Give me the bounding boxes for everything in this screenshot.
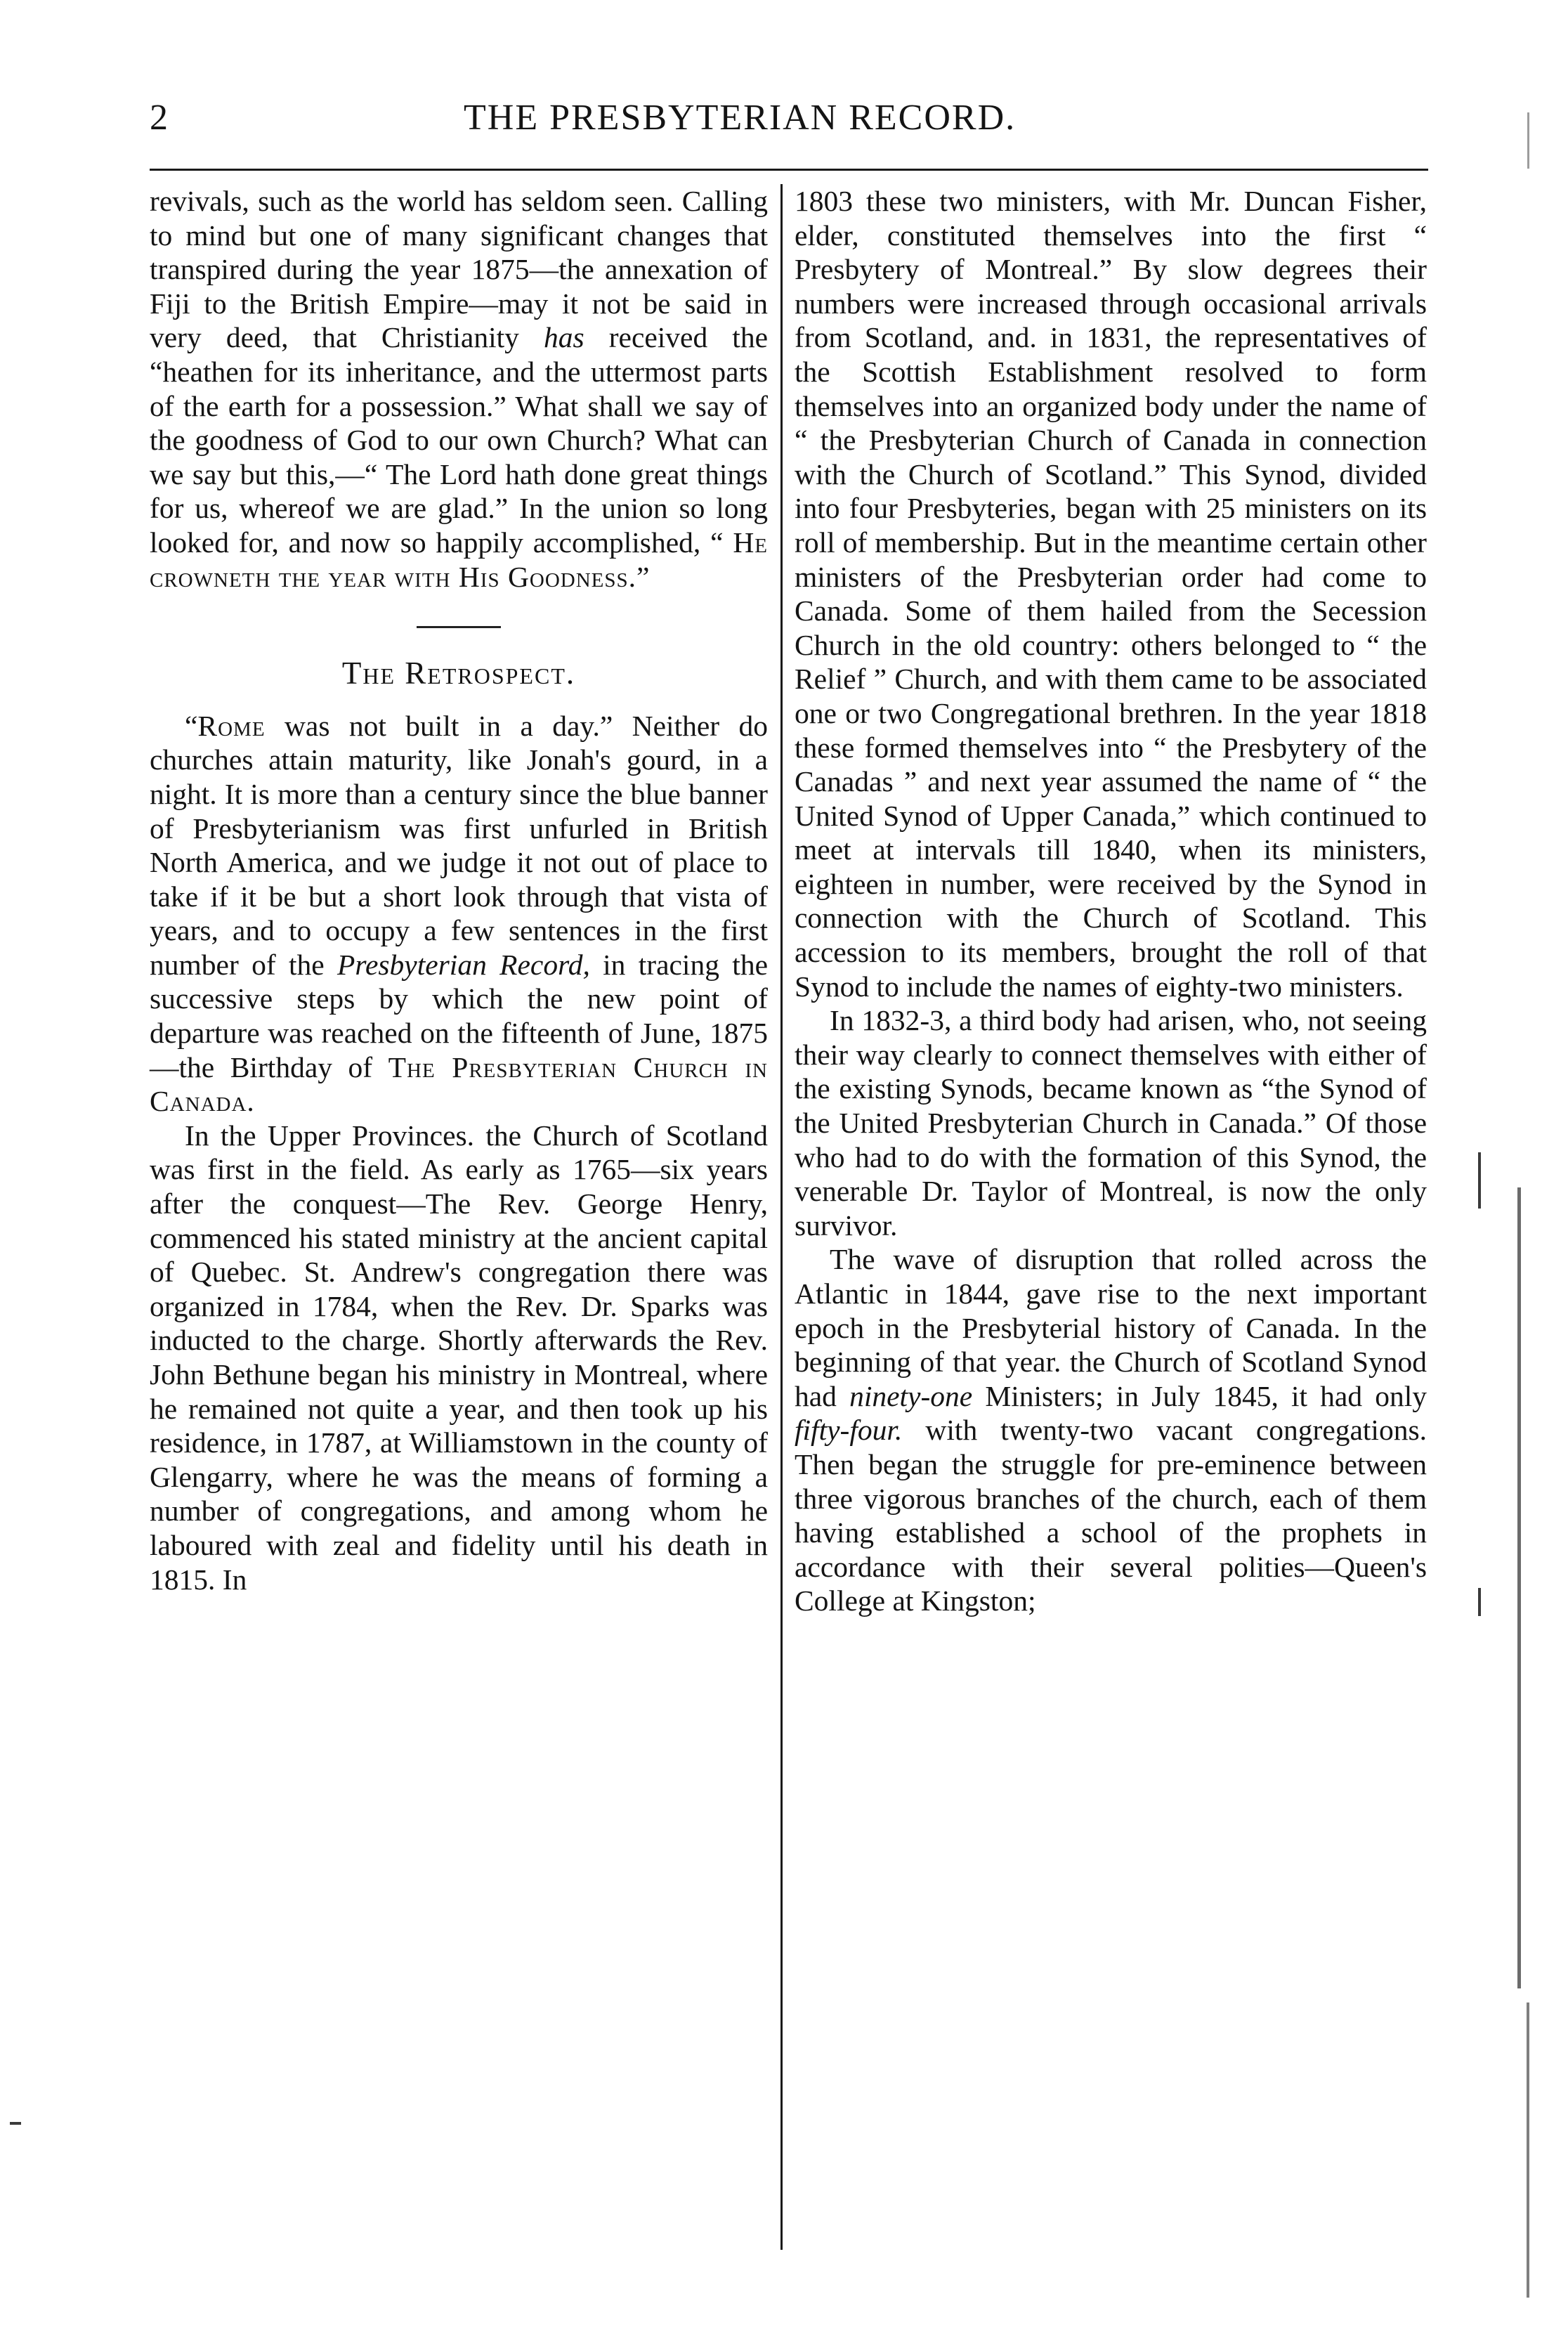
margin-scan-mark <box>10 2122 21 2125</box>
text-run: Ministers; in July 1845, it had only <box>972 1379 1427 1412</box>
small-caps-run: He crowneth the year with His Goodness. <box>150 526 768 593</box>
text-run: with twenty-two vacant congregations. Then began the struggle for pre-eminence between three vigorous branches of the church, each of them having established a school of the prophets in accordance with their several polities—Queen's College at Kingston; <box>795 1414 1427 1617</box>
margin-scan-mark <box>1517 1187 1521 1988</box>
italic-run: ninety-one <box>849 1379 973 1412</box>
small-caps-run: Rome <box>197 709 266 742</box>
left-column <box>150 184 768 1596</box>
margin-scan-mark <box>1527 112 1529 169</box>
text-run: The wave of disruption that rolled across the Atlantic in 1844, gave rise to the next important epoch in the Presbyterial history of Canada. In the beginning of that year. the Church of Scotland Synod had <box>795 1243 1427 1412</box>
margin-scan-mark <box>1478 1152 1481 1209</box>
column-divider <box>780 184 783 2250</box>
margin-scan-mark <box>1527 2002 1529 2298</box>
italic-run: Presbyterian Record, <box>337 948 590 981</box>
paragraph-revivals <box>150 184 768 594</box>
running-head: THE PRESBYTERIAN RECORD. <box>464 98 1017 138</box>
paragraph-retrospect: “Rome was not built in a day.” Neither do churches attain maturity, like Jonah's gourd, in a night. It is more than a century since the blue banner of Presbyterianism was first unfurled in British North America, and we judge it not out of place to take if it be but a short look through that vista of years, and to occupy a few sentences in the first number of the Presbyterian Record, in tracing the successive steps by which the new point of departure was reached on the fifteenth of June, 1875—the Birthday of The Presbyterian Church in Canada. <box>150 709 769 1118</box>
paragraph-disruption <box>795 1242 1427 1618</box>
section-separator <box>417 626 501 628</box>
paragraph-presbytery-montreal: 1803 these two ministers, with Mr. Duncan Fisher, elder, constituted themselves into the first “ Presbytery of Montreal.” By slow degrees their numbers were increased through occasional arrivals from Scotland, and. in 1831, the representatives of the Scottish Establishment resolved to form themselves into an organized body under the name of “ the Presbyterian Church of Canada in connection with the Church of Scotland.” This Synod, divided into four Presbyteries, began with 25 ministers on its roll of membership. But in the meantime certain other ministers of the Presbyterian order had come to Canada. Some of them hailed from the Secession Church in the old country: others belonged to “ the Relief ” Church, and with them came to be associated one or two Congregational brethren. In the year 1818 these formed themselves into “ the Presbytery of the Canadas ” and next year assumed the name of “ the United Synod of Upper Canada,” which continued to meet at intervals till 1840, when its ministers, eighteen in number, were received by the Synod in connection with the Church of Scotland. This accession to its members, brought the roll of that Synod to include the names of eighty-two ministers. <box>795 185 1427 1003</box>
italic-run: has <box>543 321 584 354</box>
paragraph-united-synod: In 1832-3, a third body had arisen, who, not seeing their way clearly to connect themselves with either of the existing Synods, became known as “the Synod of the United Presbyterian Church in Canada.” Of those who had to do with the formation of this Synod, the venerable Dr. Taylor of Montreal, is now the only survivor. <box>795 1004 1427 1242</box>
text-run: in tracing the successive steps by which the new point of departure was reached on the fifteenth of June, 1875—the Birthday of <box>150 948 768 1083</box>
page-number: 2 <box>150 98 168 138</box>
section-heading: The Retrospect. <box>341 656 576 691</box>
text-run: ” <box>636 560 650 593</box>
right-column <box>795 184 1427 1618</box>
header-rule <box>150 169 1428 171</box>
paragraph-upper-provinces: In the Upper Provinces. the Church of Scotland was first in the field. As early as 1765—six years after the conquest—The Rev. George Henry, commenced his stated ministry at the ancient capital of Quebec. St. Andrew's congregation there was organized in 1784, when the Rev. Dr. Sparks was inducted to the charge. Shortly afterwards the Rev. John Bethune began his ministry in Montreal, where he remained not quite a year, and then took up his residence, in 1787, at Williamstown in the county of Glengarry, where he was the means of forming a number of congregations, and among whom he laboured with zeal and fidelity until his death in 1815. In <box>150 1119 768 1596</box>
text-run: revivals, such as the world has seldom seen. Calling to mind but one of many significant changes that transpired during the year 1875—the annexation of Fiji to the British Empire—may it not be said in very deed, that Christianity <box>150 185 768 354</box>
text-run: received the “heathen for its inheritance, and the uttermost parts of the earth for a possession.” What shall we say of the goodness of God to our own Church? What can we say but this,—“ The Lord hath done great things for us, whereof we are glad.” In the union so long looked for, and now so happily accomplished, “ <box>150 321 769 559</box>
italic-run: fifty-four. <box>795 1414 903 1447</box>
text-run: was not built in a day.” Neither do churches attain maturity, like Jonah's gourd, in a night. It is more than a century since the blue banner of Presbyterianism was first unfurled in British North America, and we judge it not out of place to take if it be but a short look through that vista of years, and to occupy a few sentences in the first number of the <box>150 709 768 981</box>
margin-scan-mark <box>1478 1588 1481 1616</box>
small-caps-run: The Presbyterian Church in Canada. <box>150 1050 769 1118</box>
